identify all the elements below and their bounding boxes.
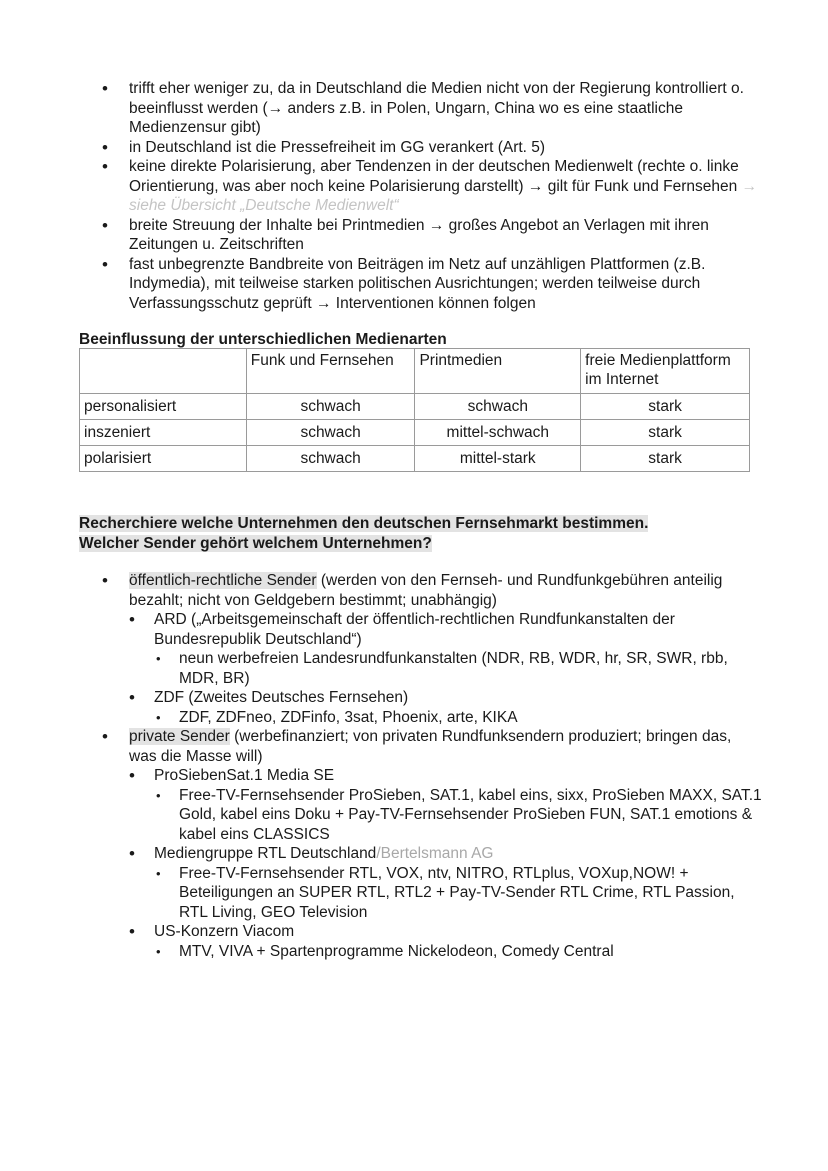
row-label: personalisiert <box>80 394 247 420</box>
table-cell: mittel-schwach <box>415 420 581 446</box>
table-header-row <box>80 349 750 394</box>
header-cell <box>80 349 247 394</box>
row-label: inszeniert <box>80 420 247 446</box>
table-cell: schwach <box>415 394 581 420</box>
table-cell: schwach <box>246 446 415 472</box>
list-item: • Free-TV-Fernsehsender ProSieben, SAT.1, kabel eins, sixx, ProSieben MAXX, SAT.1 Gold, kabel eins Doku + Pay-TV-Fernsehsender ProSieben FUN, SAT.1 emotions & kabel eins CLASSICS <box>154 786 762 845</box>
list-item-public-broadcasters: • öffentlich-rechtliche Sender (werden von den Fernseh- und Rundfunkgebühren anteilig bezahlt; nicht von Geldgebern bestimmt; unabhängig) • ARD („Arbeitsgemeinschaft der öffentlich-rechtlichen Rundfunkanstalten der Bundesrepublik Deutschland“) • neun werbefreien Landesrundfunkanstalten (NDR, RB, WDR, hr, SR, SWR, rbb, MDR, BR) • ZDF (Zweites Deutsches Fernsehen) • ZDF, ZDFneo, ZDFinfo, 3sat, Phoenix, arte, KIKA <box>102 571 762 727</box>
list-item: • trifft eher weniger zu, da in Deutschland die Medien nicht von der Regierung kontrolliert o. beeinflusst werden (→ anders z.B. in Polen, Ungarn, China wo es eine staatliche Medienzensur gibt) <box>102 79 762 138</box>
list-item: • ZDF, ZDFneo, ZDFinfo, 3sat, Phoenix, arte, KIKA <box>154 708 762 728</box>
table-title: Beeinflussung der unterschiedlichen Medienarten <box>79 331 447 348</box>
table-cell: schwach <box>246 420 415 446</box>
list-item: • neun werbefreien Landesrundfunkanstalten (NDR, RB, WDR, hr, SR, SWR, rbb, MDR, BR) <box>154 649 762 688</box>
list-item-viacom: • US-Konzern Viacom • MTV, VIVA + Spartenprogramme Nickelodeon, Comedy Central <box>129 922 762 961</box>
table-cell: stark <box>581 446 750 472</box>
table-row <box>80 446 750 472</box>
header-cell: Funk und Fernsehen <box>246 349 415 394</box>
table-cell: stark <box>581 420 750 446</box>
analysis-bullet-list <box>102 79 762 313</box>
table-cell: stark <box>581 394 750 420</box>
list-item-ard: • ARD („Arbeitsgemeinschaft der öffentlich-rechtlichen Rundfunkanstalten der Bundesrepublik Deutschland“) • neun werbefreien Landesrundfunkanstalten (NDR, RB, WDR, hr, SR, SWR, rbb, MDR, BR) <box>129 610 762 688</box>
list-item: • MTV, VIVA + Spartenprogramme Nickelodeon, Comedy Central <box>154 942 762 962</box>
table-row <box>80 394 750 420</box>
row-label: polarisiert <box>80 446 247 472</box>
media-influence-table <box>79 348 750 472</box>
broadcaster-list <box>102 571 762 961</box>
list-item: • in Deutschland ist die Pressefreiheit im GG verankert (Art. 5) <box>102 138 762 158</box>
table-cell: mittel-stark <box>415 446 581 472</box>
table-row <box>80 420 750 446</box>
list-item-rtl: • Mediengruppe RTL Deutschland/Bertelsmann AG • Free-TV-Fernsehsender RTL, VOX, ntv, NITRO, RTLplus, VOXup,NOW! + Beteiligungen an SUPER RTL, RTL2 + Pay-TV-Sender RTL Crime, RTL Passion, RTL Living, GEO Television <box>129 844 762 922</box>
list-item: • breite Streuung der Inhalte bei Printmedien → großes Angebot an Verlagen mit ihren Zeitungen u. Zeitschriften <box>102 216 762 255</box>
header-cell: freie Medienplattform im Internet <box>581 349 750 394</box>
list-item: • fast unbegrenzte Bandbreite von Beiträgen im Netz auf unzähligen Plattformen (z.B. Indymedia), mit teilweise starken politischen Ausrichtungen; werden teilweise durch Verfassungsschutz geprüft → Interventionen können folgen <box>102 255 762 314</box>
header-cell: Printmedien <box>415 349 581 394</box>
table-cell: schwach <box>246 394 415 420</box>
list-item: • keine direkte Polarisierung, aber Tendenzen in der deutschen Medienwelt (rechte o. linke Orientierung, was aber noch keine Polarisierung darstellt) → gilt für Funk und Fernsehen → siehe Übersicht „Deutsche Medienwelt“ <box>102 157 762 216</box>
list-item: • Free-TV-Fernsehsender RTL, VOX, ntv, NITRO, RTLplus, VOXup,NOW! + Beteiligungen an SUPER RTL, RTL2 + Pay-TV-Sender RTL Crime, RTL Passion, RTL Living, GEO Television <box>154 864 762 923</box>
list-item-private-broadcasters: • private Sender (werbefinanziert; von privaten Rundfunksendern produziert; bringen das, was die Masse will) • ProSiebenSat.1 Media SE • Free-TV-Fernsehsender ProSieben, SAT.1, kabel eins, sixx, ProSieben MAXX, SAT.1 Gold, kabel eins Doku + Pay-TV-Fernsehsender ProSieben FUN, SAT.1 emotions & kabel eins CLASSICS • Mediengruppe RTL Deutschland/Bertelsmann AG • Free-TV-Fernsehsender RTL, VOX, ntv, NITRO, RTLplus, VOXup,NOW! + Beteiligungen an SUPER RTL, RTL2 + Pay-TV-Sender RTL Crime, RTL Passion, RTL Living, GEO Television • US-Konzern Viacom • MTV, VIVA + Spartenprogramme Nickelodeon, Comedy Central <box>102 727 762 961</box>
list-item-zdf: • ZDF (Zweites Deutsches Fernsehen) • ZDF, ZDFneo, ZDFinfo, 3sat, Phoenix, arte, KIKA <box>129 688 762 727</box>
task-heading: Recherchiere welche Unternehmen den deutschen Fernsehmarkt bestimmen. Welcher Sender gehört welchem Unternehmen? <box>79 515 649 552</box>
list-item-prosiebensat1: • ProSiebenSat.1 Media SE • Free-TV-Fernsehsender ProSieben, SAT.1, kabel eins, sixx, ProSieben MAXX, SAT.1 Gold, kabel eins Doku + Pay-TV-Fernsehsender ProSieben FUN, SAT.1 emotions & kabel eins CLASSICS <box>129 766 762 844</box>
reference-note: → siehe Übersicht „Deutsche Medienwelt“ <box>129 177 758 214</box>
